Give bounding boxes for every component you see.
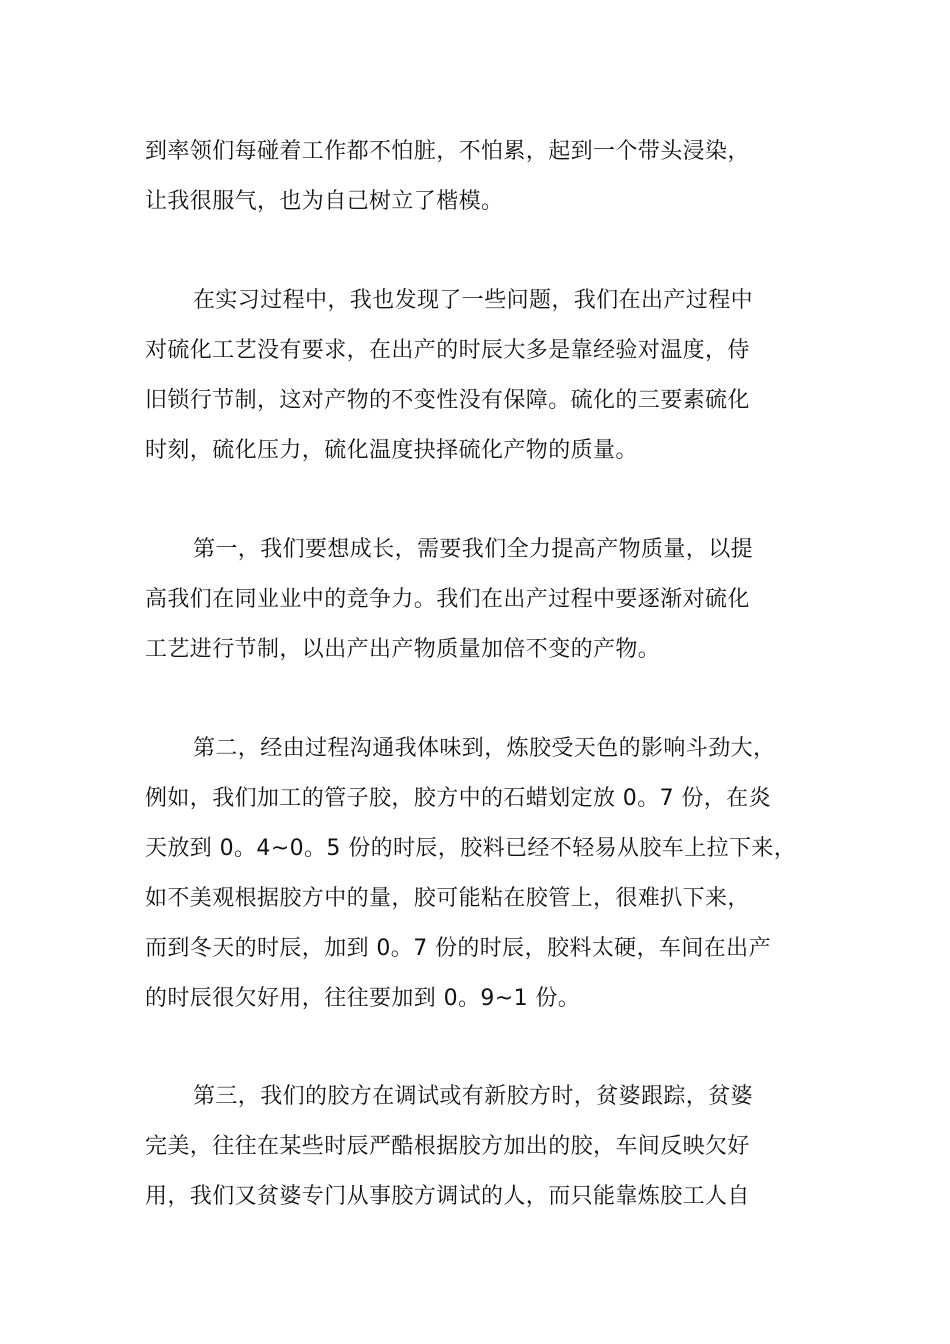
paragraph-line: 完美，往往在某些时辰严酷根据胶方加出的胶，车间反映欠好	[145, 1134, 750, 1159]
paragraph-line: 旧锁行节制，这对产物的不变性没有保障。硫化的三要素硫化	[145, 388, 750, 413]
paragraph-line: 在实习过程中，我也发现了一些问题，我们在出产过程中	[193, 288, 754, 313]
paragraph-line: 高我们在同业业中的竞争力。我们在出产过程中要逐渐对硫化	[145, 587, 750, 612]
paragraph-line: 到率领们每碰着工作都不怕脏，不怕累，起到一个带头浸染，	[145, 139, 750, 164]
paragraph-line: 而到冬天的时辰，加到 0。7 份的时辰，胶料太硬，车间在出产	[145, 936, 771, 961]
paragraph-line: 对硫化工艺没有要求，在出产的时辰大多是靠经验对温度，侍	[145, 338, 750, 363]
paragraph-1	[145, 127, 815, 227]
paragraph-line: 让我很服气，也为自己树立了楷模。	[145, 189, 504, 214]
paragraph-line: 例如，我们加工的管子胶，胶方中的石蜡划定放 0。7 份，在炎	[145, 786, 771, 811]
paragraph-line: 第二，经由过程沟通我体味到，炼胶受天色的影响斗劲大，	[193, 736, 776, 761]
paragraph-line: 天放到 0。4~0。5 份的时辰，胶料已经不轻易从胶车上拉下来，	[145, 836, 797, 861]
paragraph-line: 如不美观根据胶方中的量，胶可能粘在胶管上，很难扒下来，	[145, 886, 750, 911]
paragraph-line: 时刻，硫化压力，硫化温度抉择硫化产物的质量。	[145, 438, 638, 463]
paragraph-line: 的时辰很欠好用，往往要加到 0。9~1 份。	[145, 986, 581, 1011]
paragraph-2	[145, 276, 815, 476]
paragraph-line: 第三，我们的胶方在调试或有新胶方时，贫婆跟踪，贫婆	[193, 1084, 754, 1109]
paragraph-line: 第一，我们要想成长，需要我们全力提高产物质量，以提	[193, 537, 754, 562]
paragraph-line: 用，我们又贫婆专门从事胶方调试的人，而只能靠炼胶工人自	[145, 1184, 750, 1209]
paragraph-5	[145, 1072, 815, 1222]
paragraph-4	[145, 724, 815, 1024]
paragraph-line: 工艺进行节制，以出产出产物质量加倍不变的产物。	[145, 637, 661, 662]
paragraph-3	[145, 525, 815, 675]
